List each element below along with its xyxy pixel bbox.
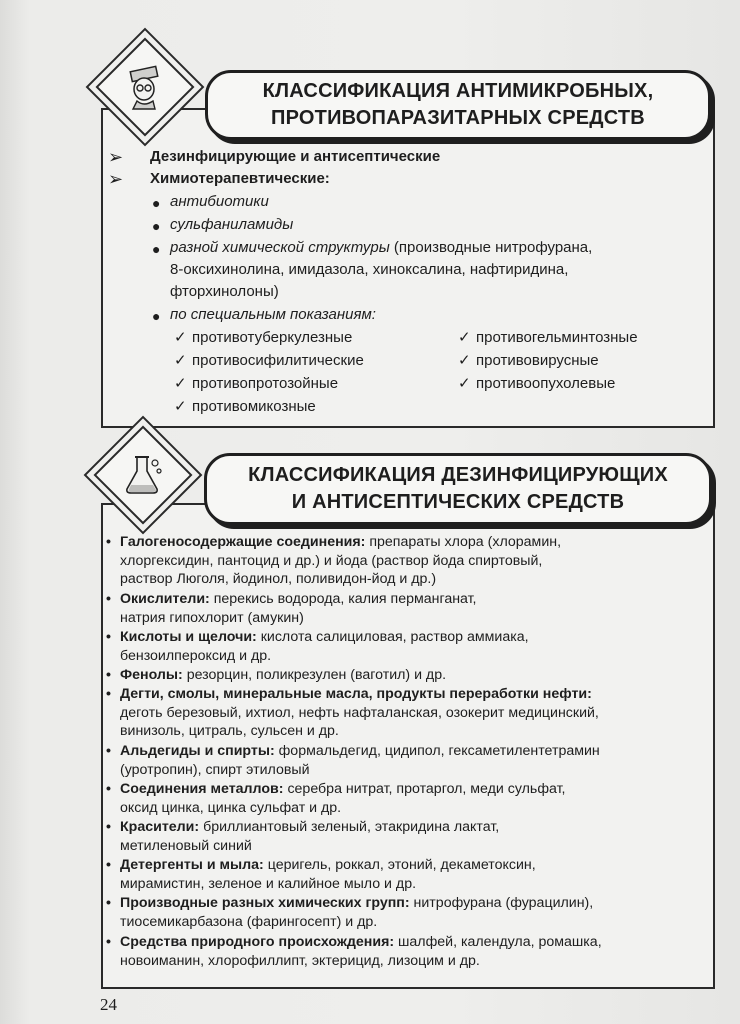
section1-title-banner <box>205 70 711 140</box>
list-item: Дезинфицирующие и антисептические <box>150 148 441 165</box>
arrow-bullet-icon: ➢ <box>108 169 124 189</box>
entry-term: Производные разных химических групп: <box>120 895 410 911</box>
bullet-icon: • <box>106 591 111 607</box>
entry-text: серебра нитрат, протаргол, меди сульфат, <box>283 781 566 797</box>
bullet-icon: • <box>106 743 111 759</box>
sub-item-rest: (производные нитрофурана, <box>389 239 593 256</box>
section2-title-line1: КЛАССИФИКАЦИЯ ДЕЗИНФИЦИРУЮЩИХ <box>248 464 668 486</box>
entry-text: (уротропин), спирт этиловый <box>120 761 310 778</box>
check-item: противомикозные <box>192 398 316 415</box>
entry-text: формальдегид, цидипол, гексаметилентетрамин <box>274 743 600 759</box>
entry-text: мирамистин, зеленое и калийное мыло и др. <box>120 875 417 892</box>
entry-text: раствор Люголя, йодинол, поливидон-йод и др.) <box>120 571 437 587</box>
sub-item: сульфаниламиды <box>170 216 294 233</box>
scientist-icon <box>121 63 169 111</box>
bullet-icon: ● <box>152 218 161 234</box>
sub-item-continuation: фторхинолоны) <box>170 283 279 300</box>
entry-text: перекись водорода, калия перманганат, <box>209 591 477 607</box>
entry-text: винизоль, цитраль, сульсен и др. <box>120 723 339 739</box>
entry-term: Дегти, смолы, минеральные масла, продукты переработки нефти: <box>120 686 592 702</box>
entry-term: Красители: <box>120 819 200 835</box>
sub-item: по специальным показаниям: <box>170 306 376 323</box>
section2-title-banner <box>204 453 712 525</box>
bullet-icon: • <box>106 934 111 950</box>
bullet-icon: • <box>106 686 111 702</box>
entry-text: тиосемикарбазона (фарингосепт) и др. <box>120 913 378 930</box>
sub-item: антибиотики <box>170 193 269 210</box>
entry-text: деготь березовый, ихтиол, нефть нафталанская, озокерит медицинский, <box>120 704 599 721</box>
entry-text: церигель, роккал, этоний, декаметоксин, <box>263 857 536 873</box>
checkmark-icon: ✓ <box>174 352 187 369</box>
section1-title-line1: КЛАССИФИКАЦИЯ АНТИМИКРОБНЫХ, <box>262 80 654 102</box>
check-item: противотуберкулезные <box>192 329 353 346</box>
checkmark-icon: ✓ <box>174 398 187 415</box>
checkmark-icon: ✓ <box>174 375 187 392</box>
entry-text: оксид цинка, цинка сульфат и др. <box>120 799 342 816</box>
section1-title-line2: ПРОТИВОПАРАЗИТАРНЫХ СРЕДСТВ <box>271 107 645 129</box>
page-number: 24 <box>100 995 117 1014</box>
checkmark-icon: ✓ <box>458 329 471 346</box>
entry-term: Альдегиды и спирты: <box>120 743 275 759</box>
bullet-icon: ● <box>152 241 161 257</box>
bullet-icon: ● <box>152 195 161 211</box>
entry-text: хлоргексидин, пантоцид и др.) и йода (раствор йода спиртовый, <box>120 552 543 569</box>
check-item: противопротозойные <box>192 375 339 392</box>
entry-text: шалфей, календула, ромашка, <box>394 934 602 950</box>
entry-text: препараты хлора (хлорамин, <box>365 534 562 550</box>
sub-item-continuation: 8-оксихинолина, имидазола, хиноксалина, нафтиридина, <box>170 261 569 278</box>
checkmark-icon: ✓ <box>458 352 471 369</box>
entry-term: Окислители: <box>120 591 210 607</box>
bullet-icon: • <box>106 895 111 911</box>
check-item: противогельминтозные <box>476 329 638 346</box>
entry-text: резорцин, поликрезулен (ваготил) и др. <box>182 667 447 683</box>
entry-text: натрия гипохлорит (амукин) <box>120 609 304 626</box>
entry-text: кислота салициловая, раствор аммиака, <box>256 629 529 645</box>
bullet-icon: • <box>106 667 111 683</box>
checkmark-icon: ✓ <box>174 329 187 346</box>
entry-text: новоиманин, хлорофиллипт, эктерицид, лизоцим и др. <box>120 952 480 969</box>
check-item: противоопухолевые <box>476 375 616 392</box>
entry-text: бензоилпероксид и др. <box>120 647 272 664</box>
entry-text: бриллиантовый зеленый, этакридина лактат, <box>199 819 500 835</box>
sub-item <box>170 237 592 259</box>
arrow-bullet-icon: ➢ <box>108 147 124 167</box>
bullet-icon: • <box>106 857 111 873</box>
checkmark-icon: ✓ <box>458 375 471 392</box>
bullet-icon: • <box>106 534 111 550</box>
entry-term: Галогеносодержащие соединения: <box>120 534 366 550</box>
bullet-icon: ● <box>152 308 161 324</box>
sub-item-italic: разной химической структуры <box>170 239 390 256</box>
entry-term: Соединения металлов: <box>120 781 284 797</box>
bullet-icon: • <box>106 819 111 835</box>
entry-term: Фенолы: <box>120 667 183 683</box>
check-item: противосифилитические <box>192 352 364 369</box>
flask-icon <box>119 451 167 499</box>
list-item: Химиотерапевтические: <box>150 170 330 187</box>
entry-text: нитрофурана (фурацилин), <box>409 895 594 911</box>
entry-text: метиленовый синий <box>120 837 252 854</box>
section2-title-line2: И АНТИСЕПТИЧЕСКИХ СРЕДСТВ <box>291 491 625 513</box>
entry-term: Средства природного происхождения: <box>120 934 395 950</box>
check-item: противовирусные <box>476 352 599 369</box>
entry-term: Кислоты и щелочи: <box>120 629 257 645</box>
bullet-icon: • <box>106 629 111 645</box>
entry-term: Детергенты и мыла: <box>120 857 264 873</box>
bullet-icon: • <box>106 781 111 797</box>
